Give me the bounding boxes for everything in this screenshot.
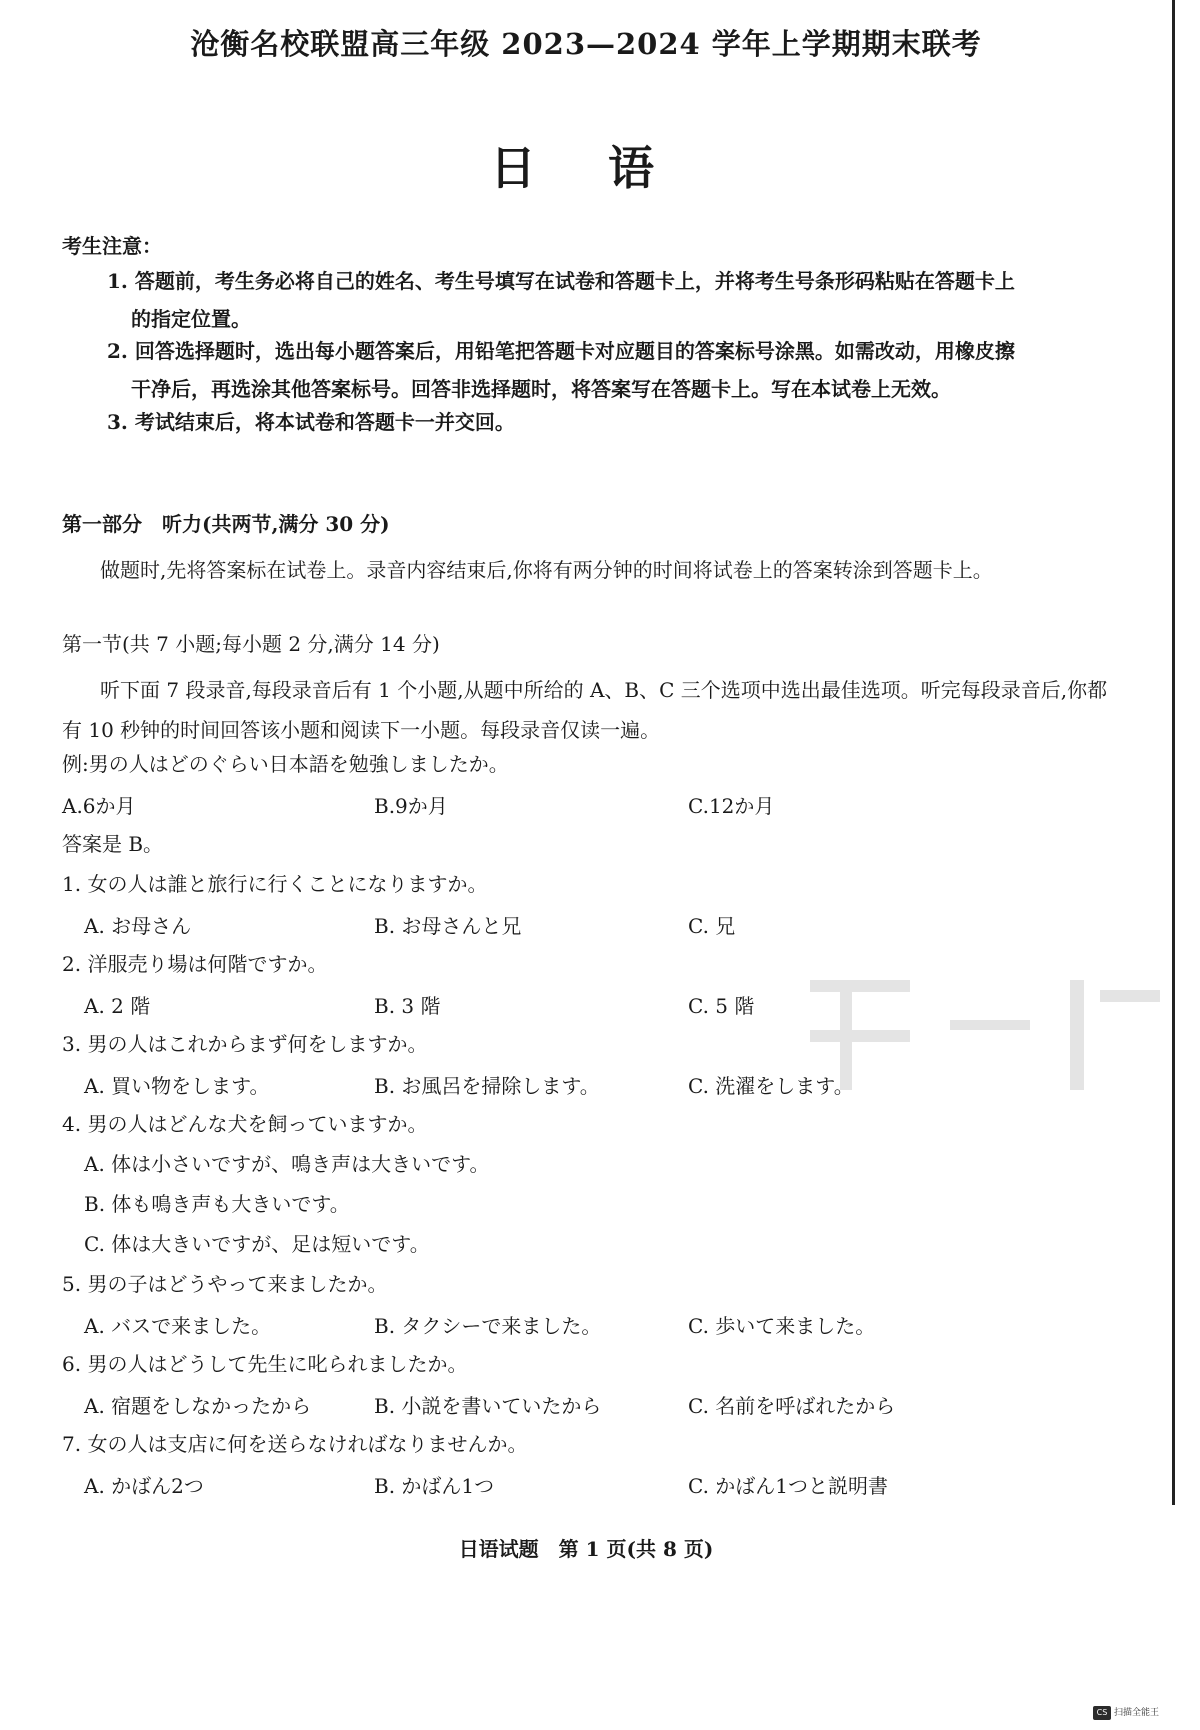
subject-title: 日 语 — [489, 141, 682, 195]
page-edge-rule — [1172, 0, 1175, 1505]
option-a: A. お母さん — [84, 914, 192, 938]
option-c: C. 名前を呼ばれたから — [688, 1394, 896, 1418]
option-a: A. バスで来ました。 — [84, 1314, 272, 1338]
notice-num: 3. — [107, 410, 128, 434]
notice-heading: 考生注意： — [62, 234, 162, 258]
question-4: 4. 男の人はどんな犬を飼っていますか。 — [62, 1112, 428, 1136]
option-a: A. 2 階 — [84, 994, 151, 1018]
option-a: A. かばん2つ — [84, 1474, 204, 1498]
notice-cont: 干净后，再选涂其他答案标号。回答非选择题时，将答案写在答题卡上。写在本试卷上无效。 — [131, 377, 951, 401]
option-b: B.9か月 — [374, 794, 448, 818]
option-b: B. タクシーで来ました。 — [374, 1314, 602, 1338]
notice-text: 考试结束后，将本试卷和答题卡一并交回。 — [134, 410, 515, 434]
question-1-options — [84, 910, 1144, 938]
section1-instruction: 听下面 7 段录音,每段录音后有 1 个小题,从题中所给的 A、B、C 三个选项中选出最佳选项。听完每段录音后,你都有 10 秒钟的时间回答该小题和阅读下一小题。每段录音仅读一遍。 — [62, 678, 1108, 742]
question-1: 1. 女の人は誰と旅行に行くことになりますか。 — [62, 872, 488, 896]
notice-item-2 — [107, 332, 1127, 408]
scanner-logo-label: 扫描全能王 — [1114, 1708, 1160, 1718]
option-c: C. かばん1つと説明書 — [688, 1474, 889, 1498]
scanner-logo-icon: CS — [1093, 1706, 1111, 1720]
question-7-options — [84, 1470, 1144, 1498]
option-b: B. お風呂を掃除します。 — [374, 1074, 600, 1098]
question-3: 3. 男の人はこれからまず何をしますか。 — [62, 1032, 428, 1056]
notice-num: 2. — [107, 339, 128, 363]
example-question: 例:男の人はどのぐらい日本語を勉強しましたか。 — [62, 752, 509, 776]
question-6-options — [84, 1390, 1144, 1418]
part1-heading: 第一部分 听力(共两节,满分 30 分) — [62, 512, 390, 536]
notice-cont: 的指定位置。 — [131, 307, 251, 331]
option-b: B. 体も鳴き声も大きいです。 — [84, 1192, 350, 1216]
option-b: B. かばん1つ — [374, 1474, 495, 1498]
notice-item-3 — [107, 403, 1127, 441]
option-b: B. 小説を書いていたから — [374, 1394, 602, 1418]
option-c: C.12か月 — [688, 794, 775, 818]
option-a: A.6か月 — [62, 794, 136, 818]
question-2: 2. 洋服売り場は何階ですか。 — [62, 952, 328, 976]
notice-num: 1. — [107, 269, 128, 293]
section1-heading: 第一节(共 7 小题;每小题 2 分,满分 14 分) — [62, 632, 440, 656]
notice-item-1 — [107, 262, 1127, 338]
question-5-options — [84, 1310, 1144, 1338]
part1-instruction: 做题时,先将答案标在试卷上。录音内容结束后,你将有两分钟的时间将试卷上的答案转涂到答题卡上。 — [100, 558, 993, 582]
page-footer: 日语试题 第 1 页(共 8 页) — [458, 1537, 714, 1561]
option-b: B. お母さんと兄 — [374, 914, 522, 938]
option-a: A. 買い物をします。 — [84, 1074, 270, 1098]
option-a: A. 宿題をしなかったから — [84, 1394, 312, 1418]
option-c: C. 5 階 — [688, 994, 755, 1018]
exam-title: 沧衡名校联盟高三年级 2023—2024 学年上学期期末联考 — [190, 27, 982, 61]
watermark-graphic — [800, 960, 1180, 1110]
option-a: A. 体は小さいですが、鳴き声は大きいです。 — [84, 1152, 490, 1176]
notice-text: 答题前，考生务必将自己的姓名、考生号填写在试卷和答题卡上，并将考生号条形码粘贴在答题卡上 — [134, 269, 1015, 293]
question-7: 7. 女の人は支店に何を送らなければなりませんか。 — [62, 1432, 528, 1456]
example-options — [62, 790, 1122, 818]
option-c: C. 洗濯をします。 — [688, 1074, 854, 1098]
option-c: C. 歩いて来ました。 — [688, 1314, 876, 1338]
option-c: C. 体は大きいですが、足は短いです。 — [84, 1232, 430, 1256]
example-answer: 答案是 B。 — [62, 832, 164, 856]
question-5: 5. 男の子はどうやって来ましたか。 — [62, 1272, 388, 1296]
option-b: B. 3 階 — [374, 994, 441, 1018]
option-c: C. 兄 — [688, 914, 736, 938]
notice-text: 回答选择题时，选出每小题答案后，用铅笔把答题卡对应题目的答案标号涂黑。如需改动，用橡皮擦 — [134, 339, 1015, 363]
question-6: 6. 男の人はどうして先生に叱られましたか。 — [62, 1352, 468, 1376]
